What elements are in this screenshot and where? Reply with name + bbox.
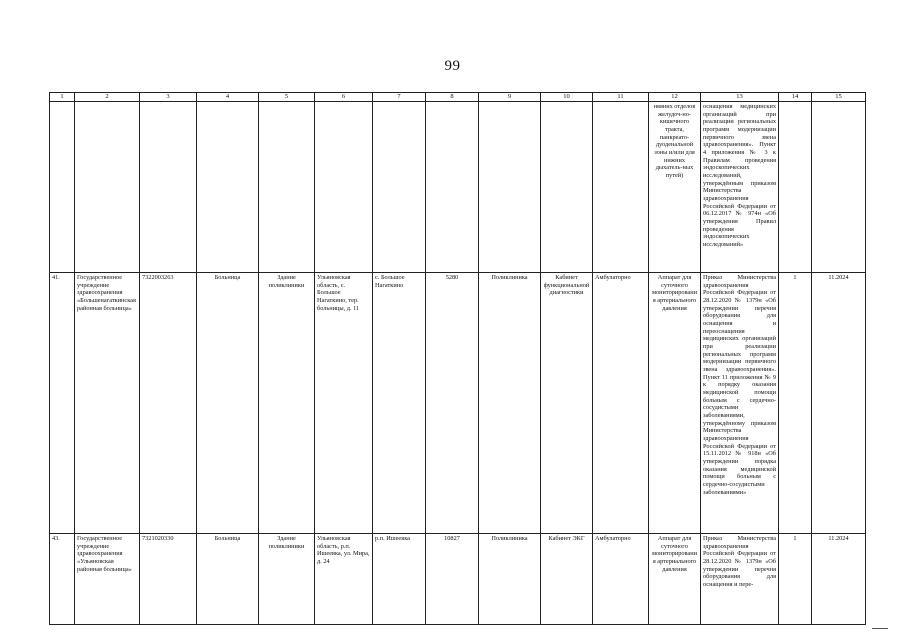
quantity-cell: 1 bbox=[779, 272, 812, 533]
equipment-cell: Аппарат для суточного мониторирования артериального давления bbox=[649, 533, 701, 624]
population-cell: 5280 bbox=[426, 272, 479, 533]
column-number-header-row bbox=[50, 93, 866, 102]
date-cell: 11.2024 bbox=[812, 272, 866, 533]
column-number: 5 bbox=[259, 93, 315, 102]
scan-margin-mark bbox=[872, 628, 888, 629]
unit-cell: Поликлиника bbox=[479, 533, 541, 624]
quantity-cell: 1 bbox=[779, 533, 812, 624]
row-number: 43. bbox=[50, 533, 75, 624]
date-cell: 11.2024 bbox=[812, 533, 866, 624]
column-number: 7 bbox=[373, 93, 426, 102]
organization-name: Государственное учреждение здравоохранения «Большенагаткинская районная больница» bbox=[75, 272, 140, 533]
unit-cell: Поликлиника bbox=[479, 272, 541, 533]
column-number: 1 bbox=[50, 93, 75, 102]
address-cell: Ульяновская область, р.п. Ишеевка, ул. Мира, д. 24 bbox=[315, 533, 373, 624]
equipment-cell: няяних отделов желудоч-но-кишечного тракта, панкреато-дуоденальной зоны и/или для нижних дыхатель-ных путей) bbox=[649, 101, 701, 272]
building-cell: Здание поликлиники bbox=[259, 272, 315, 533]
equipment-table bbox=[49, 92, 866, 625]
column-number: 3 bbox=[140, 93, 197, 102]
organization-type: Больница bbox=[197, 272, 259, 533]
legal-basis-cell: оснащения медицинских организаций при реализации региональных программ модернизации первичного звена здравоохранения». Пункт 4 приложения № 3 к Правилам проведения эндоскопических исследований, утверждённым приказом Министерства здравоохранения Российской Федерации от 06.12.2017 № 974н «Об утверждения Правил проведения эндоскопических исследований» bbox=[701, 101, 779, 272]
column-number: 6 bbox=[315, 93, 373, 102]
column-number: 8 bbox=[426, 93, 479, 102]
organization-type: Больница bbox=[197, 533, 259, 624]
column-number: 13 bbox=[701, 93, 779, 102]
column-number: 10 bbox=[541, 93, 593, 102]
column-number: 14 bbox=[779, 93, 812, 102]
table-row bbox=[50, 272, 866, 533]
column-number: 12 bbox=[649, 93, 701, 102]
address-cell: Ульяновская область, с. Большое Нагаткино, тер. больницы, д. 11 bbox=[315, 272, 373, 533]
column-number: 15 bbox=[812, 93, 866, 102]
row-number: 41. bbox=[50, 272, 75, 533]
inn-cell: 7322003263 bbox=[140, 272, 197, 533]
locality-cell: р.п. Ишеевка bbox=[373, 533, 426, 624]
page-number: 99 bbox=[444, 58, 461, 74]
column-number: 11 bbox=[593, 93, 649, 102]
care-form-cell: Амбулаторно bbox=[593, 533, 649, 624]
continued-row bbox=[50, 101, 866, 272]
legal-basis-cell: Приказ Министерства здравоохранения Российской Федерации от 28.12.2020 № 1379н «Об утверждении перечня оборудования для оснащения и пере- bbox=[701, 533, 779, 624]
column-number: 4 bbox=[197, 93, 259, 102]
locality-cell: с. Большое Нагаткино bbox=[373, 272, 426, 533]
equipment-cell: Аппарат для суточного мониторирования артериального давления bbox=[649, 272, 701, 533]
organization-name: Государственное учреждение здравоохранения «Ульяновская районная больница» bbox=[75, 533, 140, 624]
care-form-cell: Амбулаторно bbox=[593, 272, 649, 533]
population-cell: 10827 bbox=[426, 533, 479, 624]
inn-cell: 7321020330 bbox=[140, 533, 197, 624]
table-row bbox=[50, 533, 866, 624]
column-number: 9 bbox=[479, 93, 541, 102]
room-cell: Кабинет функциональной диагностики bbox=[541, 272, 593, 533]
legal-basis-cell: Приказ Министерства здравоохранения Российской Федерации от 28.12.2020 № 1379н «Об утверждении перечня оборудования для оснащения и переоснащения медицинских организаций при реализации региональных программ модернизации первичного звена здравоохранения». Пункт 11 приложения № 9 к порядку оказания медицинской помощи больным с сердечно-сосудистыми заболеваниями, утверждённому приказом Министерства здравоохранения Российской Федерации от 15.11.2012 № 918н «Об утверждении порядка оказания медицинской помощи больным с сердечно-сосудистыми заболеваниями» bbox=[701, 272, 779, 533]
column-number: 2 bbox=[75, 93, 140, 102]
building-cell: Здание поликлиники bbox=[259, 533, 315, 624]
room-cell: Кабинет ЭКГ bbox=[541, 533, 593, 624]
